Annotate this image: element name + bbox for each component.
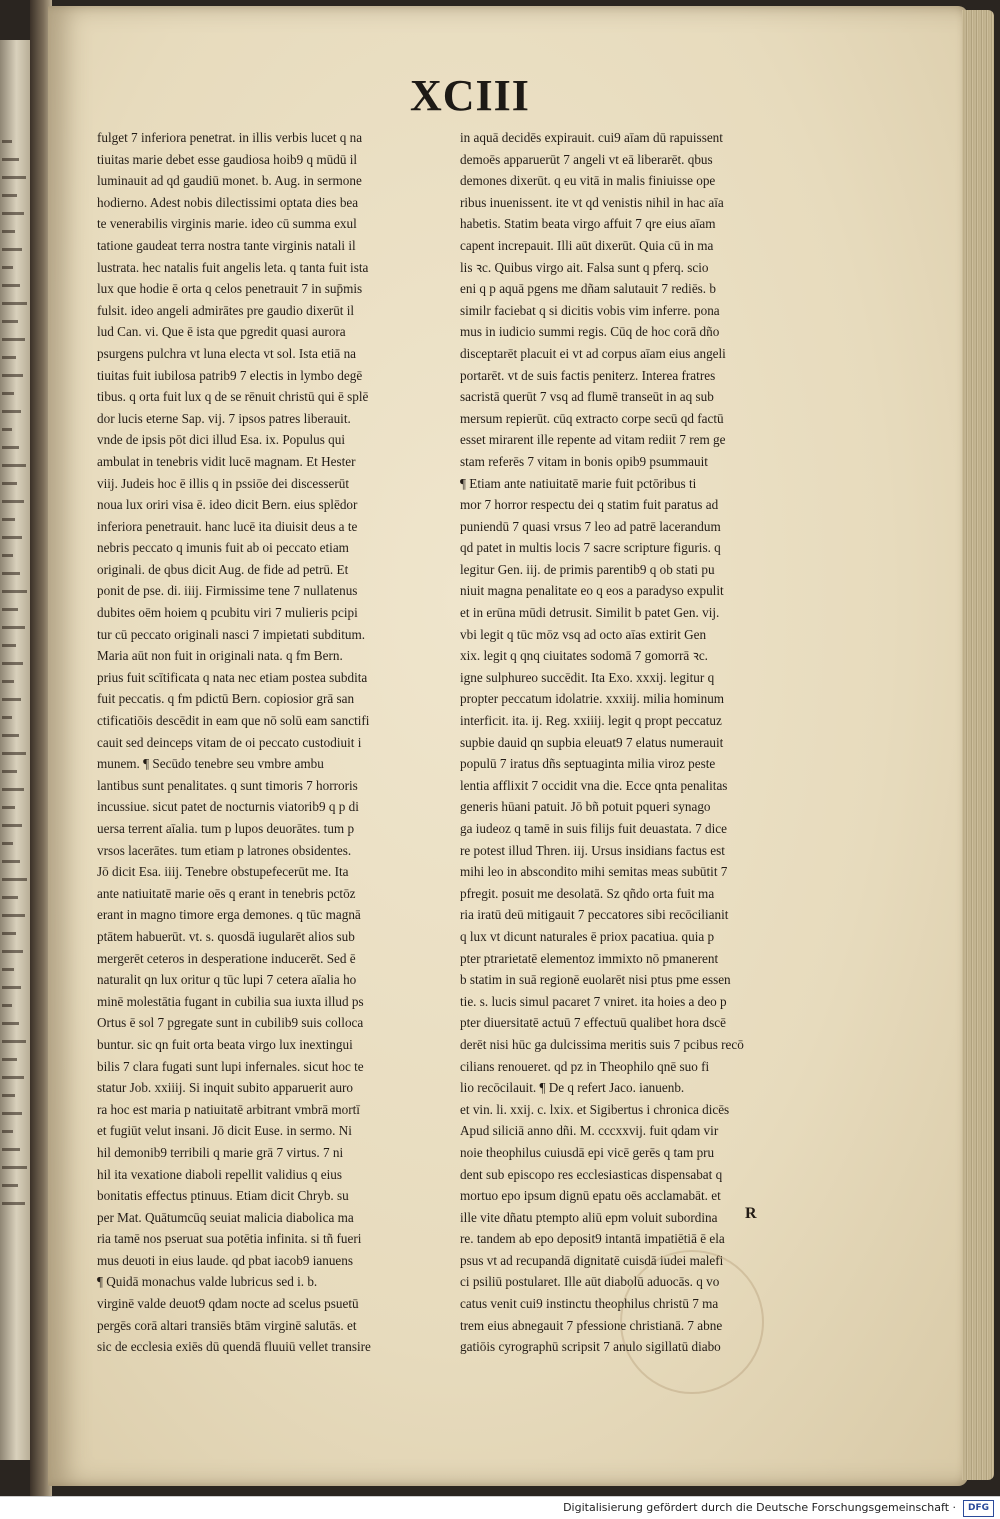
text-line: Apud siliciā anno dñi. M. cccxxvij. fuit qdam vir	[460, 1123, 719, 1139]
text-line: munem. ¶ Secūdo tenebre seu vmbre ambu	[97, 756, 324, 772]
text-line: portarēt. vt de suis factis peniterz. Interea fratres	[460, 367, 716, 383]
facing-page-text-fragment	[2, 986, 21, 989]
text-line: mersum repierūt. cūq extracto corpe secū qd factū	[460, 410, 724, 426]
text-line: et vin. li. xxij. c. lxix. et Sigibertus i chronica dicēs	[460, 1101, 730, 1117]
text-line: vbi legit q tūc mōz vsq ad octo aīas extirit Gen	[460, 626, 707, 642]
text-line: luminauit ad qd gaudiū monet. b. Aug. in sermone	[97, 173, 362, 189]
text-line: tibus. q orta fuit lux q de se rēnuit christū qui ē splē	[97, 389, 369, 405]
facing-page-text-fragment	[2, 1148, 20, 1151]
facing-page-text-fragment	[2, 1184, 18, 1187]
facing-page-text-fragment	[2, 446, 19, 449]
text-line: tiuitas fuit iubilosa patrib9 7 electis in lymbo degē	[97, 367, 363, 383]
facing-page-text-fragment	[2, 914, 25, 917]
text-line: et in erūna mūdi detrusit. Similit b patet Gen. vij.	[460, 605, 720, 621]
facing-page-text-fragment	[2, 842, 13, 845]
digitization-footer	[0, 1496, 1000, 1519]
text-line: supbie dauid qn supbia eleuat9 7 elatus numerauit	[460, 734, 724, 750]
text-line: tiuitas marie debet esse gaudiosa hoib9 q mūdū il	[97, 151, 358, 167]
text-line: lantibus sunt penalitates. q sunt timoris 7 horroris	[97, 777, 358, 793]
text-line: similr faciebat q si dicitis vobis vim inferre. pona	[460, 302, 720, 318]
text-line: fulsit. ideo angeli admirātes pre gaudio dixerūt il	[97, 302, 355, 318]
facing-page-text-fragment	[2, 464, 26, 467]
text-line: xix. legit q qnq ciuitates sodomā 7 gomorrā ꝛc.	[460, 648, 708, 664]
text-line: tie. s. lucis simul pacaret 7 vniret. ita hoies a deo p	[460, 993, 727, 1009]
text-line: pergēs corā altari transiēs btām virginē salutās. et	[97, 1317, 357, 1333]
text-line: eni q p aquā pgens me dñam salutauit 7 rediēs. b	[460, 281, 716, 297]
facing-page-text-fragment	[2, 572, 20, 575]
text-line: re potest illud Thren. iij. Ursus insidians factus est	[460, 842, 725, 858]
text-line: puniendū 7 quasi vrsus 7 leo ad patrē lacerandum	[460, 518, 721, 534]
text-line: lud Can. vi. Que ē ista que pgredit quasi aurora	[97, 324, 346, 340]
text-line: bonitatis effectus ptinuus. Etiam dicit Chryb. su	[97, 1188, 349, 1204]
text-line: per Mat. Quātumcūq seuiat malicia diabolica ma	[97, 1209, 354, 1225]
facing-page-text-fragment	[2, 662, 23, 665]
facing-page-text-fragment	[2, 878, 27, 881]
text-line: populū 7 iratus dñs septuaginta milia viroz peste	[460, 756, 716, 772]
text-line: pter diuersitatē actuū 7 effectuū qualibet hora dscē	[460, 1015, 726, 1031]
facing-page-text-fragment	[2, 806, 15, 809]
text-line: tur cū peccato originali nasci 7 impietati subditum.	[97, 626, 366, 642]
text-line: derēt nisi hūc ga dulcissima meritis suis 7 pcibus recō	[460, 1036, 744, 1052]
text-line: ci psiliū postularet. Ille aūt diabolū aduocās. q vo	[460, 1274, 720, 1290]
facing-page-text-fragment	[2, 248, 22, 251]
text-line: qd patet in multis locis 7 sacre scripture figuris. q	[460, 540, 721, 556]
facing-page-text-fragment	[2, 536, 22, 539]
text-line: ille vite dñatu ptempto aliū epm voluit subordina	[460, 1209, 718, 1225]
facing-page-text-fragment	[2, 680, 14, 683]
facing-page-text-fragment	[2, 374, 23, 377]
text-line: disceptarēt placuit ei vt ad corpus aīam eius angeli	[460, 345, 726, 361]
text-line: sic de ecclesia exiēs dū quendā fluuiū vellet transire	[97, 1339, 371, 1355]
text-line: ctificatiōis descēdit in eam que nō solū eam sanctifi	[97, 713, 370, 729]
text-line: lentia afflixit 7 occidit vna die. Ecce qnta penalitas	[460, 777, 728, 793]
facing-page-text-fragment	[2, 716, 12, 719]
facing-page-text-fragment	[2, 824, 22, 827]
facing-page-text-fragment	[2, 1166, 27, 1169]
text-line: virginē valde deuot9 qdam nocte ad scelus psuetū	[97, 1296, 359, 1312]
facing-page-text-fragment	[2, 1040, 26, 1043]
text-line: buntur. sic qn fuit orta beata virgo lux inextingui	[97, 1036, 353, 1052]
facing-page-edge	[0, 40, 30, 1460]
facing-page-text-fragment	[2, 428, 12, 431]
text-line: cauit sed deinceps vitam de oi peccato custodiuit i	[97, 734, 362, 750]
text-line: gatiōis cyrographū scripsit 7 anulo sigillatū diabo	[460, 1339, 721, 1355]
text-line: lis ꝛc. Quibus virgo ait. Falsa sunt q pferq. scio	[460, 259, 709, 275]
facing-page-text-fragment	[2, 896, 18, 899]
facing-page-text-fragment	[2, 1076, 24, 1079]
text-line: habetis. Statim beata virgo affuit 7 qre eius aīam	[460, 216, 716, 232]
signature-mark: R	[745, 1205, 757, 1222]
text-line: te venerabilis virginis marie. ideo cū summa exul	[97, 216, 357, 232]
text-line: capent increpauit. Illi aūt dixerūt. Quia cū in ma	[460, 237, 714, 253]
facing-page-text-fragment	[2, 158, 19, 161]
text-line: bilis 7 clara fugati sunt lupi infernales. sicut hoc te	[97, 1058, 364, 1074]
text-line: generis hūani patuit. Jō bñ potuit pqueri synago	[460, 799, 711, 815]
text-line: stam referēs 7 vitam in bonis opib9 psummauit	[460, 453, 708, 469]
text-line: ponit de pse. di. iiij. Firmissime tene 7 nullatenus	[97, 583, 358, 599]
facing-page-text-fragment	[2, 140, 12, 143]
facing-page-text-fragment	[2, 1022, 19, 1025]
text-line: psus vt ad recupandā dignitatē cuisdā iudei malefi	[460, 1252, 724, 1268]
text-line: hil demonib9 terribili q marie grā 7 virtus. 7 ni	[97, 1144, 344, 1160]
text-line: lux que hodie ē orta q celos penetrauit 7 in sup̄mis	[97, 281, 363, 297]
facing-page-text-fragment	[2, 860, 20, 863]
text-line: pter ptrarietatē elementoz immixto nō pmanerent	[460, 950, 719, 966]
facing-page-text-fragment	[2, 932, 16, 935]
facing-page-text-fragment	[2, 176, 26, 179]
facing-page-text-fragment	[2, 698, 21, 701]
facing-page-text-fragment	[2, 1202, 25, 1205]
facing-page-text-fragment	[2, 950, 23, 953]
text-line: originali. de qbus dicit Aug. de fide ad petrū. Et	[97, 561, 349, 577]
text-line: et fugiūt velut insani. Jō dicit Euse. in sermo. Ni	[97, 1123, 352, 1139]
text-line: niuit magna penalitate eo q eos a paradyso expulit	[460, 583, 724, 599]
text-line: lio recōcilauit. ¶ De q refert Jaco. ianuenb.	[460, 1080, 685, 1096]
facing-page-text-fragment	[2, 212, 24, 215]
facing-page-text-fragment	[2, 410, 21, 413]
text-line: ra hoc est maria p natiuitatē arbitrant vmbrā mortī	[97, 1101, 360, 1117]
text-line: demones dixerūt. q eu vitā in malis finiuisse ope	[460, 173, 716, 189]
text-line: naturalit qn lux oritur q tūc lupi 7 cetera aīalia ho	[97, 972, 357, 988]
facing-page-text-fragment	[2, 230, 15, 233]
text-column-left	[97, 127, 432, 1358]
text-line: noie theophilus cuiusdā epi vicē gerēs q tam pru	[460, 1144, 715, 1160]
text-line: Maria aūt non fuit in originali nata. q fm Bern.	[97, 648, 343, 664]
facing-page-text-fragment	[2, 752, 26, 755]
text-line: esset mirarent ille repente ad vitam rediit 7 rem ge	[460, 432, 726, 448]
text-line: nebris peccato q imunis fuit ab oi peccato etiam	[97, 540, 349, 556]
facing-page-text-fragment	[2, 302, 27, 305]
text-line: ribus inuenissent. ite vt qd venistis nihil in hac aīa	[460, 194, 724, 210]
text-line: mor 7 horror respectu dei q statim fuit paratus ad	[460, 497, 719, 513]
facing-page-text-fragment	[2, 392, 14, 395]
facing-page-text-fragment	[2, 518, 15, 521]
text-line: dent sub episcopo res ecclesiasticas dispensabat q	[460, 1166, 723, 1182]
facing-page-text-fragment	[2, 482, 17, 485]
facing-page-text-fragment	[2, 1004, 12, 1007]
facing-page-text-fragment	[2, 1058, 17, 1061]
text-line: dubites oēm hoiem q pcubitu viri 7 mulieris pcipi	[97, 605, 358, 621]
text-line: ambulat in tenebris vidit lucē magnam. Et Hester	[97, 453, 356, 469]
text-line: uersa terrent aīalia. tum p lupos deuorātes. tum p	[97, 821, 355, 836]
text-line: prius fuit scītificata q nata nec etiam postea subdita	[97, 669, 368, 685]
text-line: minē molestātia fugant in cubilia sua iuxta illud ps	[97, 993, 364, 1009]
facing-page-text-fragment	[2, 1112, 22, 1115]
text-line: mus in iudicio summi regis. Cūq de hoc corā dño	[460, 324, 720, 340]
text-line: demoēs apparuerūt 7 angeli vt eā liberarēt. qbus	[460, 151, 713, 167]
text-line: legitur Gen. iij. de primis parentib9 q ob stati pu	[460, 561, 715, 577]
text-line: pfregit. posuit me desolatā. Sz qñdo orta fuit ma	[460, 885, 715, 901]
text-line: ptātem habuerūt. vt. s. quosdā iugularēt alios sub	[97, 928, 355, 944]
text-line: ¶ Quidā monachus valde lubricus sed i. b.	[97, 1274, 318, 1290]
facing-page-text-fragment	[2, 626, 25, 629]
text-line: interficit. ita. ij. Reg. xxiiij. legit q propt peccatuz	[460, 713, 722, 729]
paper-stain	[620, 1250, 764, 1394]
facing-page-text-fragment	[2, 194, 17, 197]
funding-notice: Digitalisierung gefördert durch die Deutsche Forschungsgemeinschaft ·	[563, 1501, 956, 1514]
facing-page-text-fragment	[2, 968, 14, 971]
text-line: catus venit cui9 instinctu theophilus christū 7 ma	[460, 1296, 719, 1312]
facing-page-text-fragment	[2, 338, 25, 341]
facing-page-text-fragment	[2, 554, 13, 557]
text-line: b statim in suā regionē euolarēt nisi ptus pme essen	[460, 972, 731, 988]
text-line: inferiora penetrauit. hanc lucē ita diuisit deus a te	[97, 518, 358, 534]
text-line: incussiue. sicut patet de nocturnis viatorib9 q p di	[97, 799, 359, 815]
text-line: erant in magno timore erga demones. q tūc magnā	[97, 907, 361, 923]
facing-page-text-fragment	[2, 1094, 15, 1097]
text-line: Jō dicit Esa. iiij. Tenebre obstupefecerūt me. Ita	[97, 864, 349, 880]
text-line: psurgens pulchra vt luna electa vt sol. Ista etiā na	[97, 345, 357, 361]
facing-page-text-fragment	[2, 590, 27, 593]
facing-page-text-fragment	[2, 1130, 13, 1133]
facing-page-text-fragment	[2, 788, 24, 791]
text-line: Ortus ē sol 7 pgregate sunt in cubilib9 suis colloca	[97, 1015, 364, 1031]
text-line: sacristā querūt 7 vsq ad flumē transeūt in aq sub	[460, 389, 714, 405]
text-line: viij. Judeis hoc ē illis q in pssiōe dei discesserūt	[97, 475, 349, 491]
text-line: hil ita vexatione diaboli repellit validius q eius	[97, 1166, 343, 1182]
text-line: ga iudeoz q tamē in suis filijs fuit deuastata. 7 dice	[460, 821, 727, 836]
text-line: hodierno. Adest nobis dilectissimi optata dies bea	[97, 194, 359, 210]
text-line: q lux vt dicunt naturales ē priox pacatiua. quia p	[460, 928, 715, 944]
text-line: ¶ Etiam ante natiuitatē marie fuit pctōribus ti	[460, 475, 697, 491]
text-line: vnde de ipsis pōt dici illud Esa. ix. Populus qui	[97, 432, 345, 448]
text-line: tatione gaudeat terra nostra tante virginis natali il	[97, 237, 356, 253]
text-line: mus deuoti in eius laude. qd pbat iacob9 ianuens	[97, 1252, 354, 1268]
text-line: igne sulphureo succēdit. Ita Exo. xxxij. legitur q	[460, 669, 715, 685]
text-line: vrsos lacerātes. tum etiam p latrones obsidentes.	[97, 842, 352, 858]
text-column-right	[460, 127, 795, 1358]
text-line: ria tamē nos pseruat sua potētia infinita. si tñ fueri	[97, 1231, 362, 1247]
text-line: noua lux oriri visa ē. ideo dicit Bern. eius splēdor	[97, 497, 358, 513]
text-line: fulget 7 inferiora penetrat. in illis verbis lucet q na	[97, 130, 363, 145]
text-line: ria iratū deū mitigauit 7 peccatores sibi recōcilianit	[460, 907, 729, 923]
facing-page-text-fragment	[2, 608, 18, 611]
dfg-logo: DFG	[963, 1500, 994, 1517]
text-line: mihi leo in abscondito mihi semitas meas subūtit 7	[460, 864, 728, 880]
text-line: dor lucis eterne Sap. vij. 7 ipsos patres liberauit.	[97, 410, 351, 426]
text-line: statur Job. xxiiij. Si inquit subito apparuerit auro	[97, 1080, 354, 1096]
text-line: propter peccatum idolatrie. xxxiij. milia hominum	[460, 691, 725, 707]
facing-page-text-fragment	[2, 734, 19, 737]
text-line: trem eius abnegauit 7 pfessione christianā. 7 abne	[460, 1317, 723, 1333]
text-line: lustrata. hec natalis fuit angelis leta. q tanta fuit ista	[97, 259, 369, 275]
facing-page-text-fragment	[2, 500, 24, 503]
text-line: ante natiuitatē marie oēs q erant in tenebris pctōz	[97, 885, 356, 901]
facing-page-text-fragment	[2, 320, 18, 323]
facing-page-text-fragment	[2, 644, 16, 647]
facing-page-text-fragment	[2, 356, 16, 359]
text-line: mergerēt ceteros in desperatione inducerēt. Sed ē	[97, 950, 356, 966]
text-line: mortuo epo ipsum dignū epatu oēs acclamabāt. et	[460, 1188, 721, 1204]
text-line: in aquā decidēs expirauit. cui9 aīam dū rapuissent	[460, 130, 723, 145]
text-line: fuit peccatis. q fm pdictū Bern. copiosior grā san	[97, 691, 355, 707]
text-line: cilians renoueret. qd pz in Theophilo qnē suo fi	[460, 1058, 710, 1074]
text-line: re. tandem ab epo deposit9 intantā impatiētiā ē ela	[460, 1231, 725, 1247]
facing-page-text-fragment	[2, 284, 20, 287]
facing-page-text-fragment	[2, 266, 13, 269]
facing-page-text-fragment	[2, 770, 17, 773]
page-fore-edge	[962, 10, 994, 1480]
folio-number: XCIII	[410, 71, 530, 120]
